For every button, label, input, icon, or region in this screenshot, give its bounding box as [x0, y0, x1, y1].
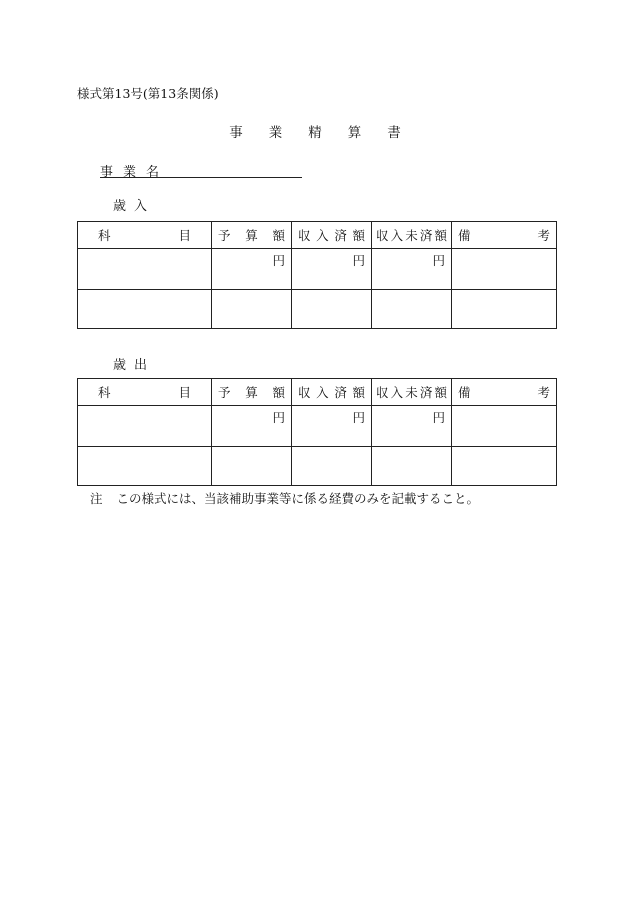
table-row — [78, 290, 557, 329]
cell-item[interactable] — [78, 290, 212, 329]
cell-budget[interactable]: 円 — [212, 249, 292, 290]
table-row — [78, 447, 557, 486]
footnote-mark: 注 — [90, 491, 103, 506]
title-char: 書 — [387, 125, 401, 141]
expenditure-section-label — [113, 354, 155, 373]
column-header-unreceived: 収 入 未 済 額 — [372, 222, 452, 249]
income-section-label — [113, 195, 155, 214]
form-number: 様式第13号(第13条関係) — [77, 86, 219, 101]
project-name-field[interactable] — [100, 161, 302, 178]
footnote — [90, 489, 479, 507]
title-char: 業 — [268, 125, 283, 141]
expenditure-label-char: 出 — [134, 358, 148, 373]
income-label-char: 入 — [134, 199, 148, 214]
title-char: 算 — [347, 125, 362, 141]
project-name-label-char: 名 — [146, 165, 160, 180]
cell-remarks[interactable] — [452, 249, 557, 290]
column-header-budget: 予 算 額 — [212, 222, 292, 249]
cell-remarks[interactable] — [452, 290, 557, 329]
column-header-item: 科 目 — [78, 222, 212, 249]
income-table — [77, 221, 557, 329]
income-label-char: 歳 — [113, 199, 127, 214]
title-char: 事 — [229, 125, 243, 141]
cell-remarks[interactable] — [452, 447, 557, 486]
project-name-label-char: 業 — [123, 165, 137, 180]
cell-item[interactable] — [78, 447, 212, 486]
expenditure-label-char: 歳 — [113, 358, 127, 373]
cell-unreceived[interactable]: 円 — [372, 249, 452, 290]
column-header-received: 収 入 済 額 — [292, 222, 372, 249]
title-char: 精 — [308, 125, 322, 141]
cell-received[interactable]: 円 — [292, 249, 372, 290]
column-header-remarks: 備 考 — [452, 379, 557, 406]
cell-item[interactable] — [78, 249, 212, 290]
footnote-text: この様式には、当該補助事業等に係る経費のみを記載すること。 — [116, 491, 480, 506]
cell-unreceived[interactable]: 円 — [372, 406, 452, 447]
cell-budget[interactable] — [212, 290, 292, 329]
cell-budget[interactable]: 円 — [212, 406, 292, 447]
column-header-received: 収 入 済 額 — [292, 379, 372, 406]
project-name-label-char: 事 — [100, 165, 114, 180]
cell-remarks[interactable] — [452, 406, 557, 447]
cell-received[interactable] — [292, 290, 372, 329]
column-header-remarks: 備 考 — [452, 222, 557, 249]
cell-unreceived[interactable] — [372, 290, 452, 329]
column-header-unreceived: 収 入 未 済 額 — [372, 379, 452, 406]
cell-received[interactable] — [292, 447, 372, 486]
table-row — [78, 249, 557, 290]
cell-unreceived[interactable] — [372, 447, 452, 486]
cell-item[interactable] — [78, 406, 212, 447]
table-row — [78, 406, 557, 447]
cell-received[interactable]: 円 — [292, 406, 372, 447]
table-header-row — [78, 379, 557, 406]
cell-budget[interactable] — [212, 447, 292, 486]
document-title — [0, 121, 630, 141]
expenditure-table — [77, 378, 557, 486]
column-header-item: 科 目 — [78, 379, 212, 406]
column-header-budget: 予 算 額 — [212, 379, 292, 406]
table-header-row — [78, 222, 557, 249]
